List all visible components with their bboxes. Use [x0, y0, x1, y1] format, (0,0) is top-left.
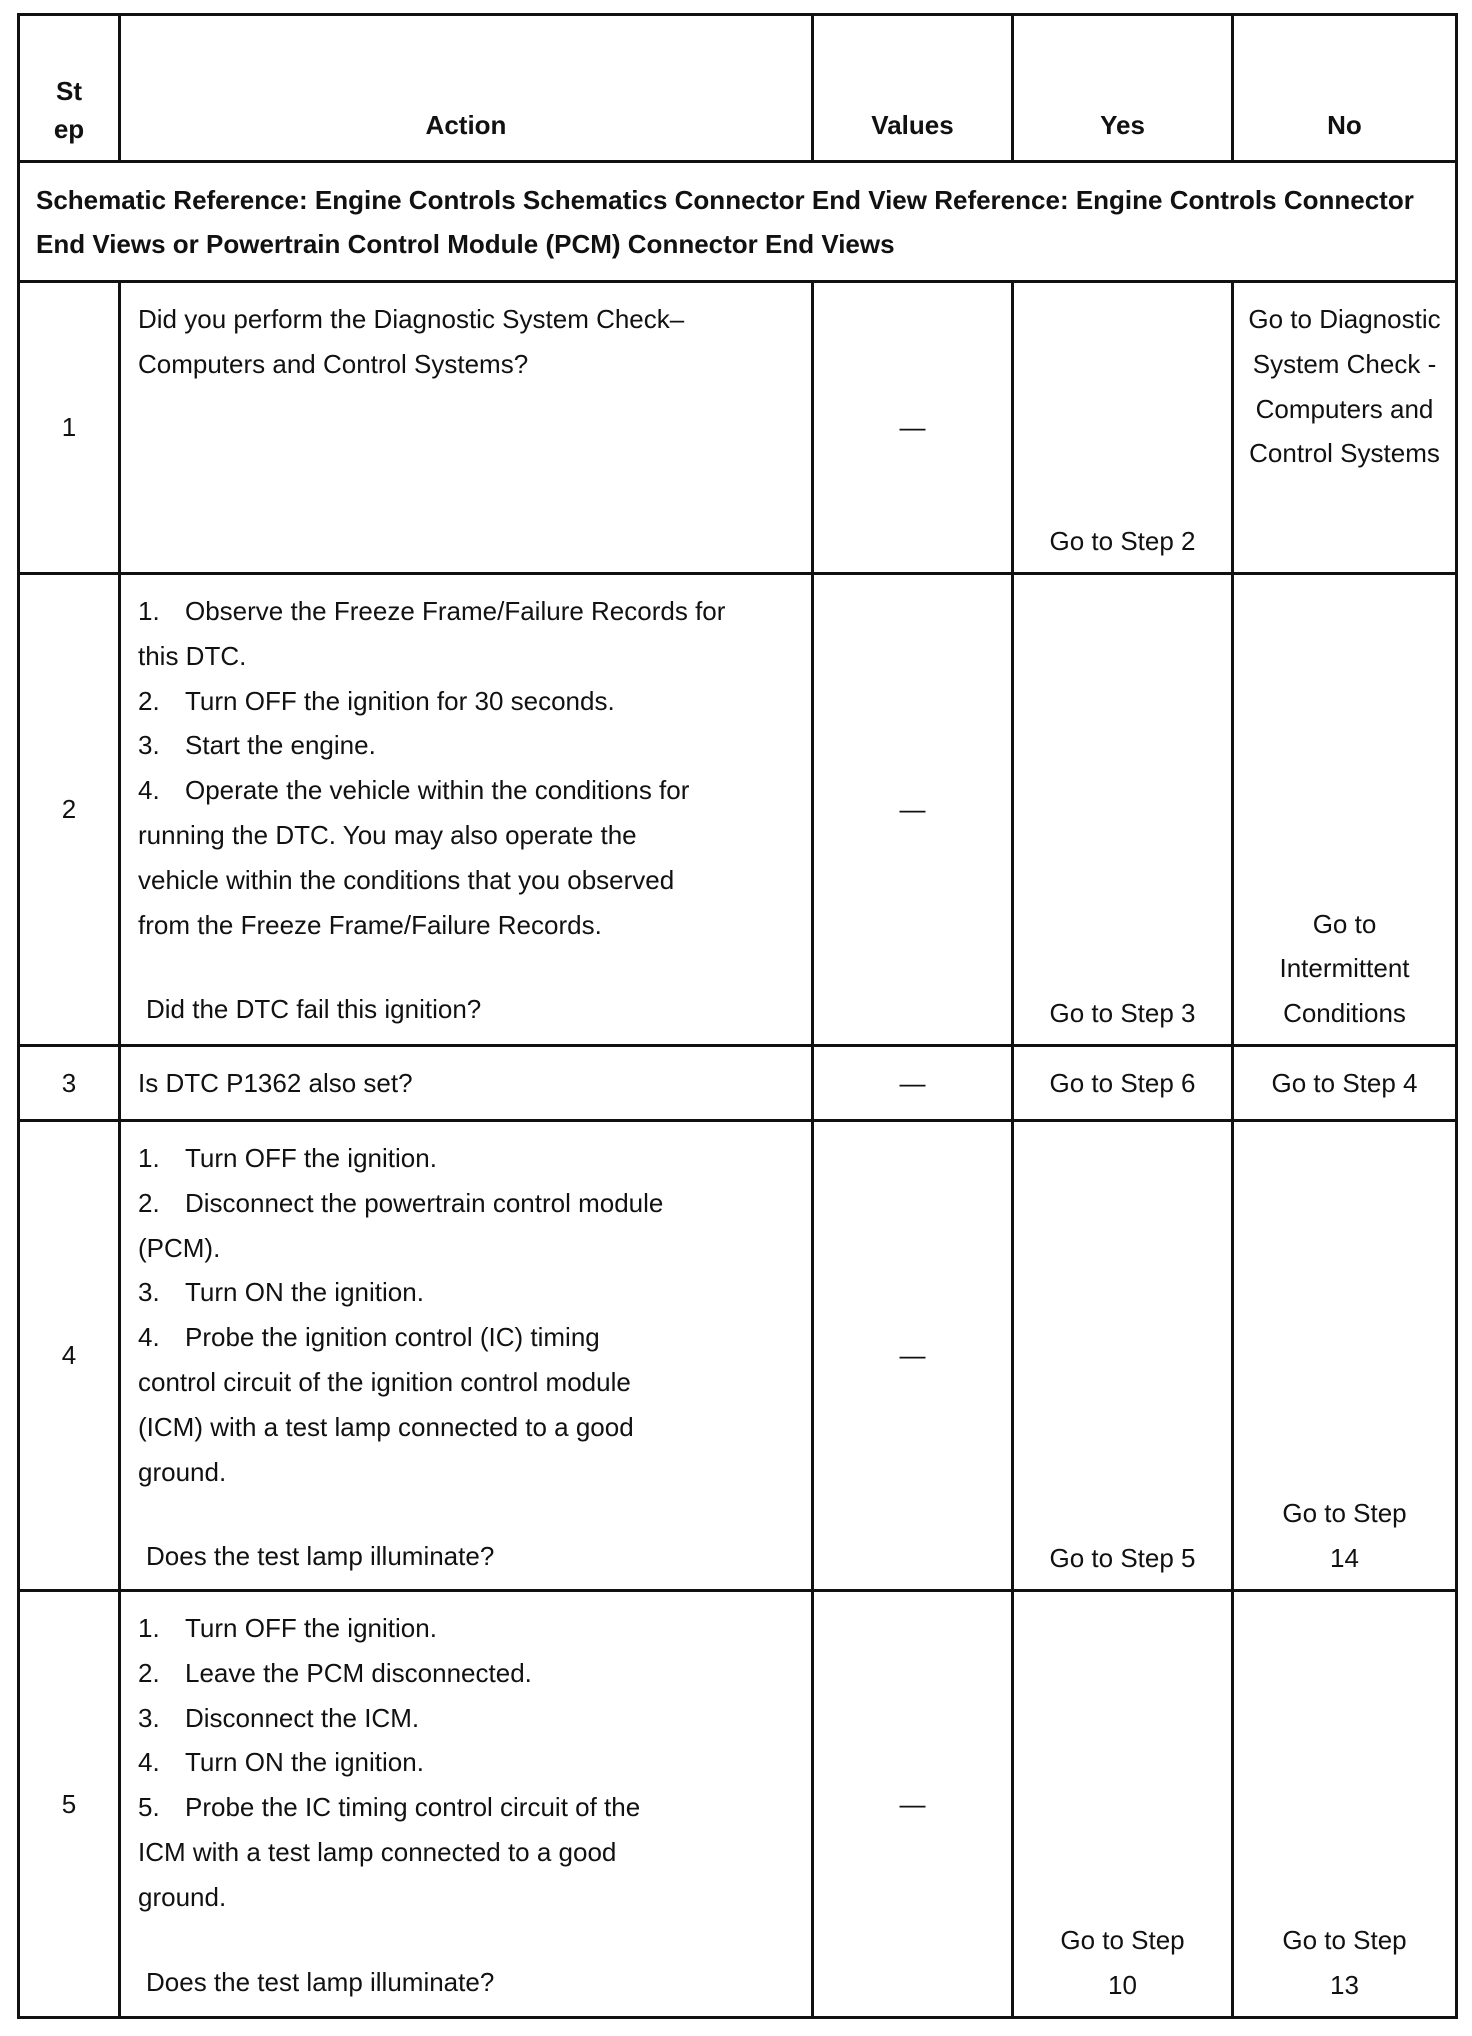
table-row	[19, 1591, 1457, 2018]
values-cell: —	[813, 1591, 1013, 2018]
action-text: Did you perform the Diagnostic System Check–Computers and Control Systems?	[138, 304, 685, 379]
action-item: 5. Probe the IC timing control circuit of the ICM with a test lamp connected to a good ground.	[138, 1792, 641, 1912]
no-cell: Go to Step 4	[1233, 1046, 1457, 1121]
no-cell: Go to Step 14	[1233, 1121, 1457, 1591]
action-item: 1. Turn OFF the ignition.	[138, 1613, 437, 1643]
step-number: 2	[19, 574, 120, 1046]
header-step: St ep	[19, 15, 120, 162]
reference-row	[19, 162, 1457, 282]
action-item: 3. Turn ON the ignition.	[138, 1277, 424, 1308]
header-values: Values	[813, 15, 1013, 162]
step-number: 1	[19, 282, 120, 574]
action-text: Is DTC P1362 also set?	[138, 1067, 413, 1098]
action-item: 4. Operate the vehicle within the conditions for running the DTC. You may also operate the vehicle within the conditions that you observed from the Freeze Frame/Failure Records.	[138, 775, 690, 940]
action-item: 4. Probe the ignition control (IC) timing control circuit of the ignition control module (ICM) with a test lamp connected to a good ground.	[138, 1322, 634, 1487]
step-number: 4	[19, 1121, 120, 1591]
action-question: Does the test lamp illuminate?	[146, 1966, 495, 1997]
action-question: Did the DTC fail this ignition?	[146, 994, 482, 1025]
no-cell: Go to Intermittent Conditions	[1233, 574, 1457, 1046]
yes-cell: Go to Step 2	[1013, 282, 1233, 574]
no-cell: Go to Diagnostic System Check - Computers and Control Systems	[1233, 282, 1457, 574]
action-item: 2. Disconnect the powertrain control module (PCM).	[138, 1187, 664, 1263]
action-item: 1. Turn OFF the ignition.	[138, 1143, 437, 1173]
values-cell: —	[813, 574, 1013, 1046]
yes-cell: Go to Step 3	[1013, 574, 1233, 1046]
action-item: 4. Turn ON the ignition.	[138, 1747, 424, 1778]
action-cell	[120, 1121, 813, 1591]
header-action: Action	[120, 15, 813, 162]
table-row	[19, 574, 1457, 1046]
action-item: 2. Turn OFF the ignition for 30 seconds.	[138, 685, 615, 716]
yes-cell: Go to Step 6	[1013, 1046, 1233, 1121]
action-question: Does the test lamp illuminate?	[146, 1541, 495, 1572]
action-cell	[120, 1591, 813, 2018]
schematic-reference: Schematic Reference: Engine Controls Schematics Connector End View Reference: Engine Controls Connector End Views or Powertrain Control Module (PCM) Connector End Views	[19, 162, 1457, 282]
step-number: 3	[19, 1046, 120, 1121]
action-cell	[120, 1046, 813, 1121]
action-cell	[120, 282, 813, 574]
diagnostic-table	[17, 13, 1458, 2019]
action-item: 3. Disconnect the ICM.	[138, 1702, 420, 1733]
values-cell: —	[813, 1046, 1013, 1121]
table-row	[19, 1121, 1457, 1591]
table-row	[19, 1046, 1457, 1121]
table-row	[19, 282, 1457, 574]
action-item: 1. Observe the Freeze Frame/Failure Records for this DTC.	[138, 596, 726, 671]
values-cell: —	[813, 282, 1013, 574]
action-cell	[120, 574, 813, 1046]
header-row	[19, 15, 1457, 162]
header-yes: Yes	[1013, 15, 1233, 162]
step-number: 5	[19, 1591, 120, 2018]
yes-cell: Go to Step 5	[1013, 1121, 1233, 1591]
action-item: 2. Leave the PCM disconnected.	[138, 1657, 532, 1688]
action-item: 3. Start the engine.	[138, 730, 376, 761]
yes-cell: Go to Step 10	[1013, 1591, 1233, 2018]
header-no: No	[1233, 15, 1457, 162]
no-cell: Go to Step 13	[1233, 1591, 1457, 2018]
values-cell: —	[813, 1121, 1013, 1591]
